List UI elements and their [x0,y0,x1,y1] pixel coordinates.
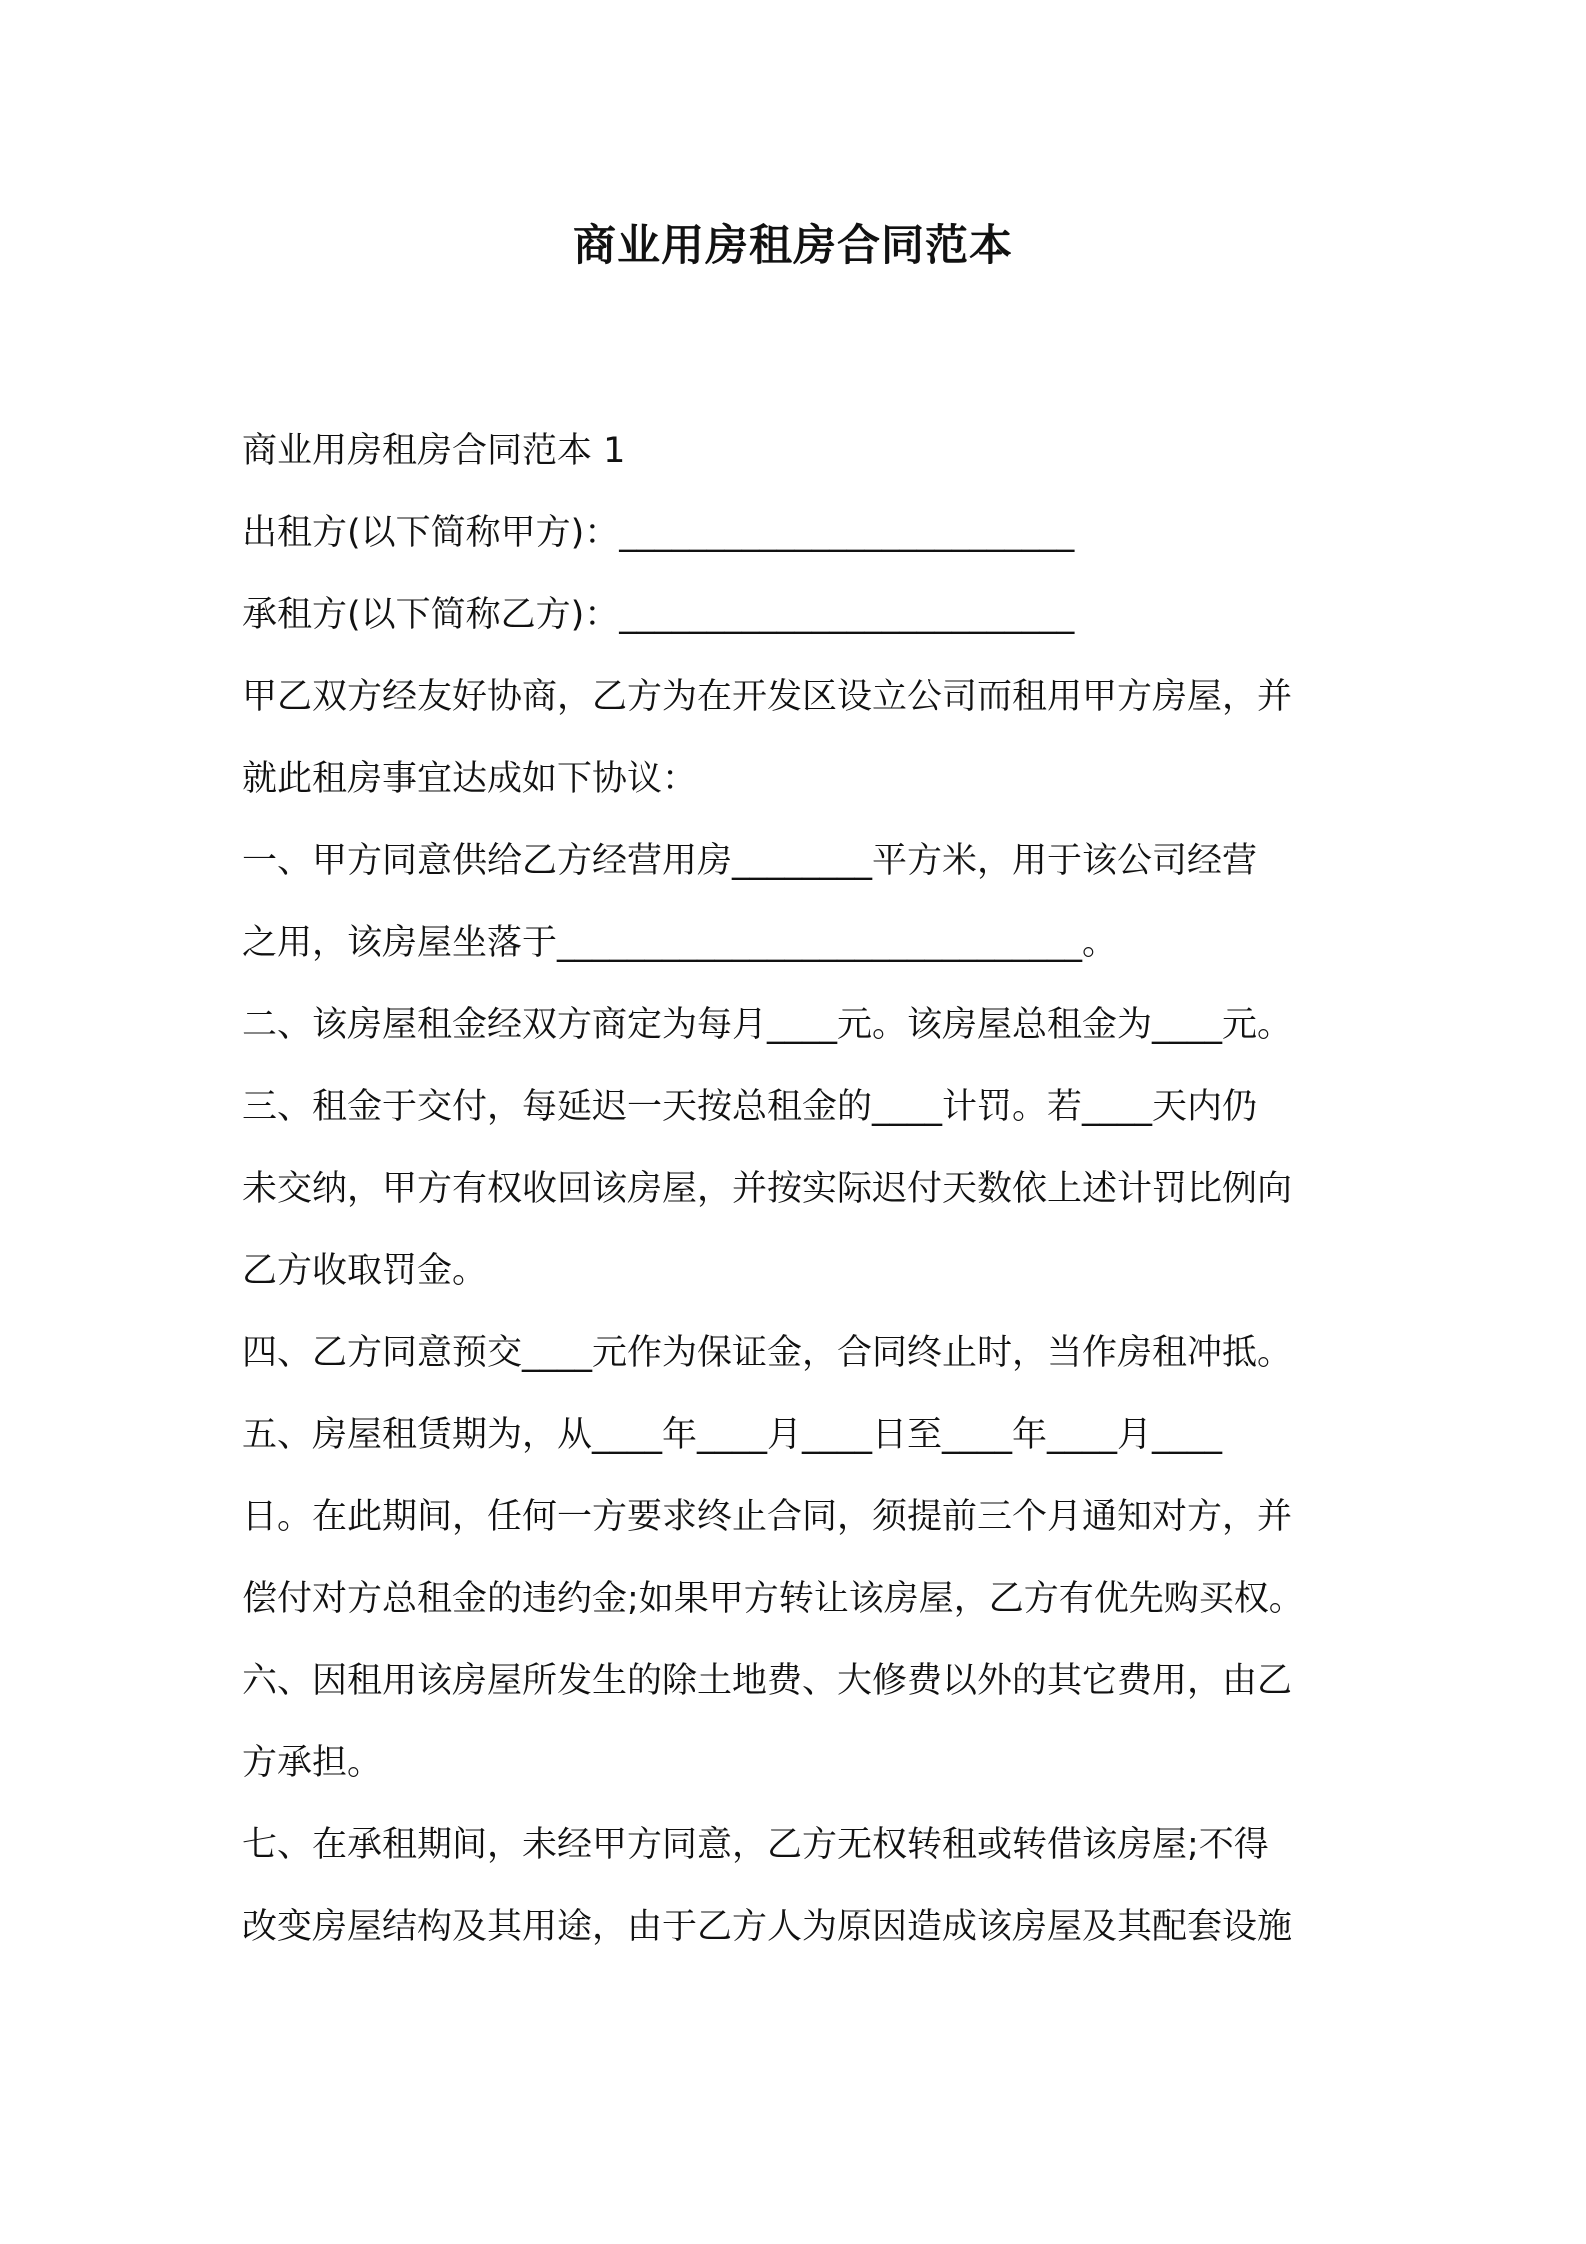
text-line: 方承担。 [242,1743,383,1783]
text-line: 之用，该房屋坐落于______________________________。 [242,923,1118,963]
clause-line: 七、在承租期间，未经甲方同意，乙方无权转租或转借该房屋;不得 [242,1825,1269,1865]
clause-line: 一、甲方同意供给乙方经营用房________平方米，用于该公司经营 [242,841,1258,881]
clause-line: 三、租金于交付，每延迟一天按总租金的____计罚。若____天内仍 [242,1087,1258,1127]
section-heading: 商业用房租房合同范本 1 [242,431,626,471]
clause-line: 二、该房屋租金经双方商定为每月____元。该房屋总租金为____元。 [242,1005,1293,1045]
clause-line: 五、房屋租赁期为，从____年____月____日至____年____月____ [242,1415,1223,1455]
text-line: 偿付对方总租金的违约金;如果甲方转让该房屋，乙方有优先购买权。 [242,1579,1304,1619]
lessee-line: 承租方(以下简称乙方)：__________________________ [242,595,1075,635]
text-line: 改变房屋结构及其用途，由于乙方人为原因造成该房屋及其配套设施 [242,1907,1293,1947]
clause-line: 四、乙方同意预交____元作为保证金，合同终止时，当作房租冲抵。 [242,1333,1293,1373]
text-line: 日。在此期间，任何一方要求终止合同，须提前三个月通知对方，并 [242,1497,1293,1537]
lessor-line: 出租方(以下简称甲方)：__________________________ [242,513,1075,553]
text-line: 乙方收取罚金。 [242,1251,488,1291]
document-title: 商业用房租房合同范本 [573,221,1013,271]
document-body [242,410,1372,1968]
text-line: 甲乙双方经友好协商，乙方为在开发区设立公司而租用甲方房屋，并 [242,677,1293,717]
text-line: 就此租房事宜达成如下协议： [242,759,698,799]
clause-line: 六、因租用该房屋所发生的除土地费、大修费以外的其它费用，由乙 [242,1661,1293,1701]
text-line: 未交纳，甲方有权收回该房屋，并按实际迟付天数依上述计罚比例向 [242,1169,1293,1209]
